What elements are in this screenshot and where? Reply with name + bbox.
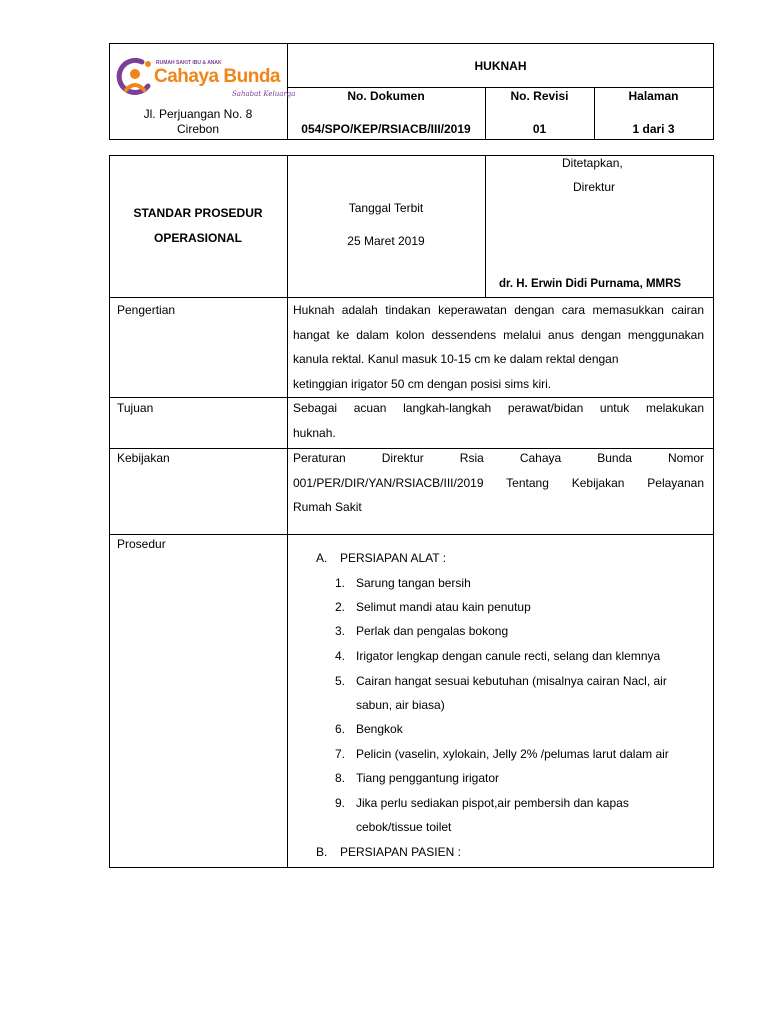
list-item-text: Jika perlu sediakan pispot,air pembersih dan kapas	[356, 796, 629, 810]
part-a-title: PERSIAPAN ALAT :	[340, 551, 447, 565]
list-item-continuation: sabun, air biasa)	[356, 698, 445, 712]
revision-value: 01	[532, 122, 547, 136]
pengertian-line-4: ketinggian irigator 50 cm dengan posisi sims kiri.	[293, 376, 552, 391]
kebijakan-label: Kebijakan	[117, 451, 170, 465]
pengertian-line-2: hangat ke dalam kolon dessendens melalui anus dengan menggunakan	[293, 327, 704, 342]
pengertian-text	[293, 298, 704, 396]
sop-label-line1: STANDAR PROSEDUR	[133, 206, 263, 220]
list-item-number: 4.	[334, 649, 345, 663]
approved-label: Ditetapkan,	[562, 156, 623, 170]
logo-tagline: Sahabat Keluarga	[232, 90, 296, 98]
part-b-title: PERSIAPAN PASIEN :	[340, 845, 461, 859]
list-item-number: 7.	[334, 747, 345, 761]
pengertian-label: Pengertian	[117, 303, 176, 317]
issue-date-value: 25 Maret 2019	[347, 234, 425, 248]
kebijakan-line-2: 001/PER/DIR/YAN/RSIACB/III/2019 Tentang Kebijakan Pelayanan	[293, 475, 704, 490]
list-item-number: 6.	[334, 722, 345, 736]
doc-number-value: 054/SPO/KEP/RSIACB/III/2019	[301, 122, 471, 136]
list-item-number: 5.	[334, 674, 345, 688]
sop-label-line2: OPERASIONAL	[153, 231, 242, 245]
list-item-text: Perlak dan pengalas bokong	[356, 624, 509, 638]
issue-date-label: Tanggal Terbit	[348, 201, 424, 215]
document-title: HUKNAH	[474, 59, 527, 73]
list-item-number: 8.	[334, 771, 345, 785]
part-a-marker: A.	[316, 551, 328, 565]
list-item-number: 1.	[334, 576, 345, 590]
pengertian-line-3: kanula rektal. Kanul masuk 10-15 cm ke dalam rektal dengan	[293, 352, 619, 366]
list-item-number: 3.	[334, 624, 345, 638]
tujuan-line-1: Sebagai acuan langkah-langkah perawat/bidan untuk melakukan	[293, 401, 704, 415]
list-item-text: Pelicin (vaselin, xylokain, Jelly 2% /pelumas larut dalam air	[356, 747, 669, 761]
kebijakan-line-1: Peraturan Direktur Rsia Cahaya Bunda Nomor	[293, 451, 704, 465]
director-name: dr. H. Erwin Didi Purnama, MMRS	[499, 278, 682, 290]
list-item-number: 9.	[334, 796, 345, 810]
part-b-marker: B.	[316, 845, 328, 859]
logo-mark-icon	[112, 54, 158, 100]
list-item-continuation: cebok/tissue toilet	[356, 820, 452, 834]
logo-small-text: RUMAH SAKIT IBU & ANAK	[156, 60, 222, 66]
logo-brand	[154, 66, 280, 88]
list-item-text: Selimut mandi atau kain penutup	[356, 600, 531, 614]
doc-number-label: No. Dokumen	[347, 89, 425, 103]
prosedur-label: Prosedur	[117, 537, 166, 551]
list-item-text: Bengkok	[356, 722, 403, 736]
tujuan-line-2: huknah.	[293, 425, 336, 440]
page-value: 1 dari 3	[632, 122, 675, 136]
list-item-number: 2.	[334, 600, 345, 614]
list-item-text: Tiang penggantung irigator	[356, 771, 499, 785]
kebijakan-text	[293, 446, 704, 520]
address-line2: Cirebon	[176, 122, 220, 136]
list-item-text: Irigator lengkap dengan canule recti, selang dan klemnya	[356, 649, 661, 663]
hospital-logo	[112, 50, 296, 106]
approver-title: Direktur	[573, 180, 616, 194]
list-item-text: Cairan hangat sesuai kebutuhan (misalnya cairan Nacl, air	[356, 674, 667, 688]
list-item-text: Sarung tangan bersih	[356, 576, 471, 590]
kebijakan-line-3: Rumah Sakit	[293, 500, 362, 514]
revision-label: No. Revisi	[510, 89, 569, 103]
tujuan-text	[293, 396, 704, 445]
tujuan-label: Tujuan	[117, 401, 154, 415]
logo-brand-part2: Bunda	[223, 66, 280, 87]
page-label: Halaman	[628, 89, 679, 103]
logo-brand-part1: Cahaya	[154, 66, 219, 87]
address-line1: Jl. Perjuangan No. 8	[143, 107, 253, 121]
pengertian-line-1: Huknah adalah tindakan keperawatan dengan cara memasukkan cairan	[293, 303, 704, 317]
